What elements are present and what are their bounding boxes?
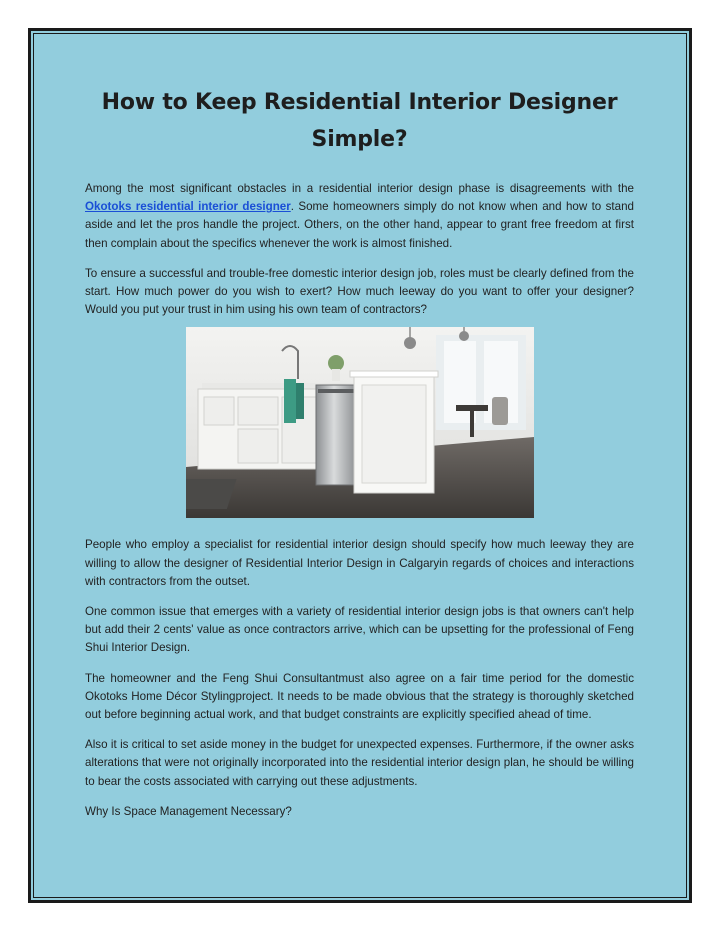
paragraph-7: Why Is Space Management Necessary? — [85, 804, 292, 818]
kitchen-island-photo — [186, 327, 534, 518]
paragraph-1-end: . Some homeowners simply do not know when and how to stand aside and let the pros handle the project. Others, on the other hand, appear to grant free freedom at first then complain about the specifics whenever the work is almost finished. — [85, 200, 634, 250]
document-title — [85, 84, 634, 158]
paragraph-2: To ensure a successful and trouble-free domestic interior design job, roles must be clearly defined from the start. How much power do you wish to exert? How much leeway do you want to offer your designer? Would you put your trust in him using his own team of contractors? — [85, 266, 634, 317]
paragraph-1-start: Among the most significant obstacles in a residential interior design phase is disagreements with the — [85, 182, 634, 195]
title-line-1: How to Keep Residential Interior Designer — [101, 90, 618, 115]
paragraph-6: Also it is critical to set aside money in the budget for unexpected expenses. Furthermore, if the owner asks alterations that were not originally incorporated into the residential interior design plan, he should be willing to bear the costs associated with carrying out these adjustments. — [85, 738, 634, 788]
paragraph-5: The homeowner and the Feng Shui Consultantmust also agree on a fair time period for the domestic Okotoks Home Décor Stylingproject. It needs to be made obvious that the strategy is thoroughly sketched out before beginning actual work, and that budget constraints are explicitly specified ahead of time. — [85, 671, 634, 722]
okotoks-designer-link[interactable]: Okotoks residential interior designer — [85, 200, 291, 214]
title-line-2: Simple? — [311, 127, 408, 152]
paragraph-4: One common issue that emerges with a variety of residential interior design jobs is that owners can't help but add their 2 cents' value as once contractors arrive, which can be upsetting for the professional of Feng Shui Interior Design. — [85, 605, 634, 655]
paragraph-1 — [85, 180, 634, 253]
paragraph-3: People who employ a specialist for residential interior design should specify how much leeway they are willing to allow the designer of Residential Interior Design in Calgaryin regards of choices and interactions with contractors from the outset. — [85, 538, 634, 588]
document-body — [85, 84, 634, 833]
